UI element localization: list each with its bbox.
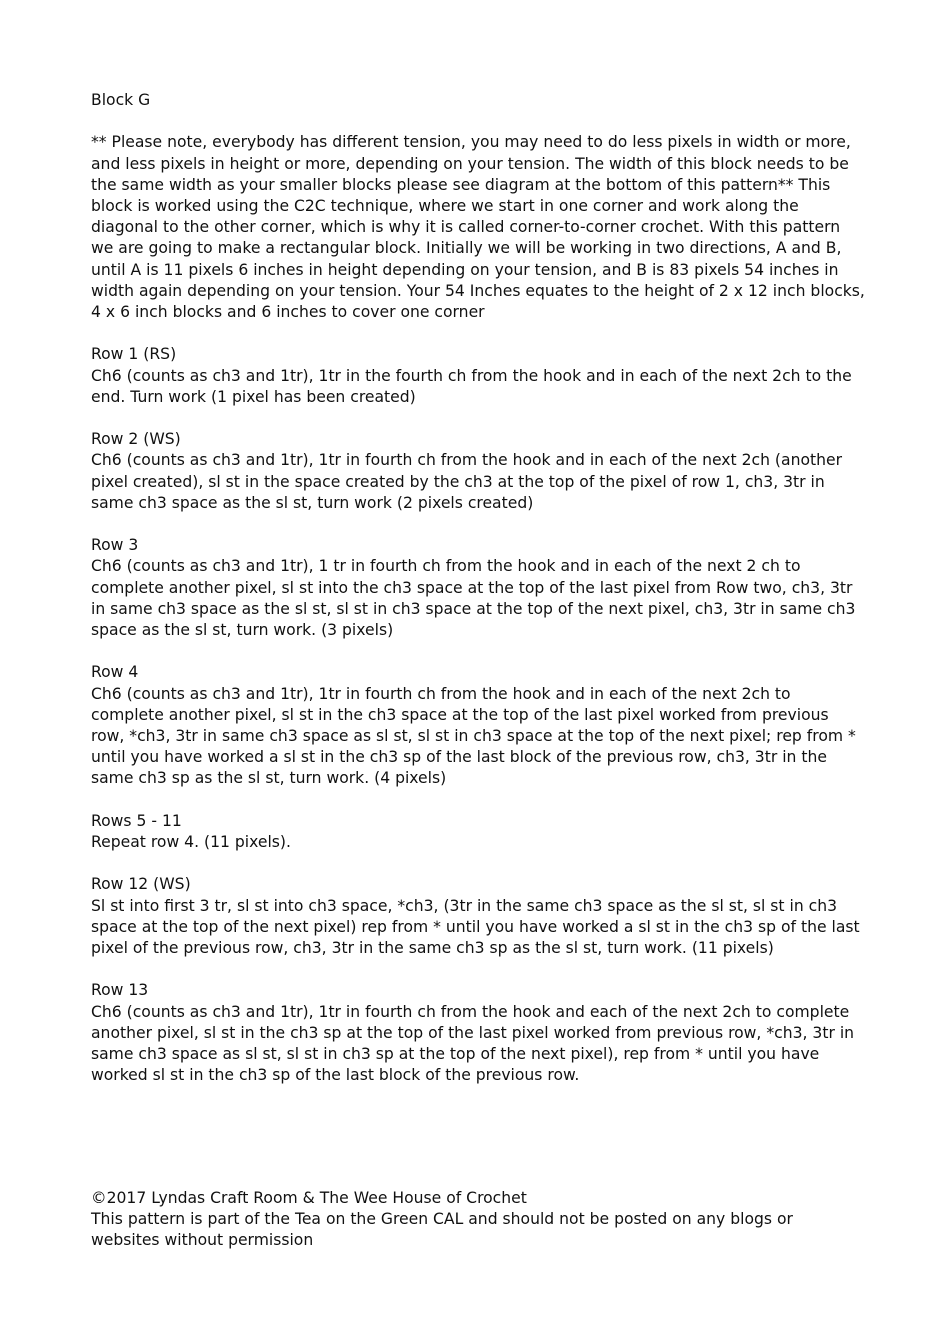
block-title: Block G — [91, 91, 151, 109]
row-instructions: Sl st into first 3 tr, sl st into ch3 space, *ch3, (3tr in the same ch3 space as the sl st, sl st in ch3 space at the top of the next pixel) rep from * until you have worked a sl st in the ch3 sp of the last pixel of the previous row, ch3, 3tr in the same ch3 sp as the sl st, turn work. (11 pixels) — [91, 896, 860, 958]
row-12-section — [91, 874, 866, 959]
row-instructions: Ch6 (counts as ch3 and 1tr), 1 tr in fourth ch from the hook and in each of the next 2 ch to complete another pixel, sl st into the ch3 space at the top of the last pixel from Row two, ch3, 3tr in same ch3 space as the sl st, sl st in ch3 space at the top of the next pixel, ch3, 3tr in same ch3 space as the sl st, turn work. (3 pixels) — [91, 557, 856, 640]
row-13-section — [91, 980, 866, 1086]
rows-5-11-section — [91, 811, 866, 853]
row-3-section — [91, 535, 866, 641]
row-heading: Row 12 (WS) — [91, 875, 191, 894]
row-heading: Row 4 — [91, 663, 139, 682]
intro-paragraph: ** Please note, everybody has different tension, you may need to do less pixels in width or more, and less pixels in height or more, depending on your tension. The width of this block needs to be the same width as your smaller blocks please see diagram at the bottom of this pattern** This block is worked using the C2C technique, where we start in one corner and work along the diagonal to the other corner, which is why it is called corner-to-corner crochet. With this pattern we are going to make a rectangular block. Initially we will be working in two directions, A and B, until A is 11 pixels 6 inches in height depending on your tension, and B is 83 pixels 54 inches in width again depending on your tension. Your 54 Inches equates to the height of 2 x 12 inch blocks, 4 x 6 inch blocks and 6 inches to cover one corner — [91, 133, 865, 322]
page-footer — [91, 1188, 866, 1252]
pattern-page — [91, 90, 866, 1108]
row-instructions: Ch6 (counts as ch3 and 1tr), 1tr in fourth ch from the hook and in each of the next 2ch to complete another pixel, sl st in the ch3 space at the top of the last pixel worked from previous row, *ch3, 3tr in same ch3 space as sl st, sl st in ch3 space at the top of the next pixel; rep from * until you have worked a sl st in the ch3 sp of the last block of the previous row, ch3, 3tr in the same ch3 sp as the sl st, turn work. (4 pixels) — [91, 684, 856, 788]
row-2-section — [91, 429, 866, 514]
row-heading: Row 3 — [91, 536, 139, 555]
row-instructions: Ch6 (counts as ch3 and 1tr), 1tr in fourth ch from the hook and in each of the next 2ch (another pixel created), sl st in the space created by the ch3 at the top of the pixel of row 1, ch3, 3tr in same ch3 space as the sl st, turn work (2 pixels created) — [91, 451, 842, 512]
row-instructions: Ch6 (counts as ch3 and 1tr), 1tr in the fourth ch from the hook and in each of the next 2ch to the end. Turn work (1 pixel has been created) — [91, 366, 852, 406]
usage-notice: This pattern is part of the Tea on the Green CAL and should not be posted on any blogs or websites without permission — [91, 1210, 793, 1250]
row-heading: Row 13 — [91, 981, 149, 1000]
row-heading: Row 1 (RS) — [91, 345, 177, 364]
row-instructions: Ch6 (counts as ch3 and 1tr), 1tr in fourth ch from the hook and each of the next 2ch to complete another pixel, sl st in the ch3 sp at the top of the last pixel worked from previous row, *ch3, 3tr in same ch3 space as sl st, sl st in ch3 sp at the top of the next pixel), rep from * until you have worked sl st in the ch3 sp of the last block of the previous row. — [91, 1002, 855, 1085]
row-1-section — [91, 344, 866, 408]
row-4-section — [91, 662, 866, 789]
row-heading: Row 2 (WS) — [91, 430, 181, 449]
row-instructions: Repeat row 4. (11 pixels). — [91, 833, 291, 852]
row-heading: Rows 5 - 11 — [91, 811, 182, 830]
copyright-line: ©2017 Lyndas Craft Room & The Wee House of Crochet — [91, 1189, 527, 1207]
